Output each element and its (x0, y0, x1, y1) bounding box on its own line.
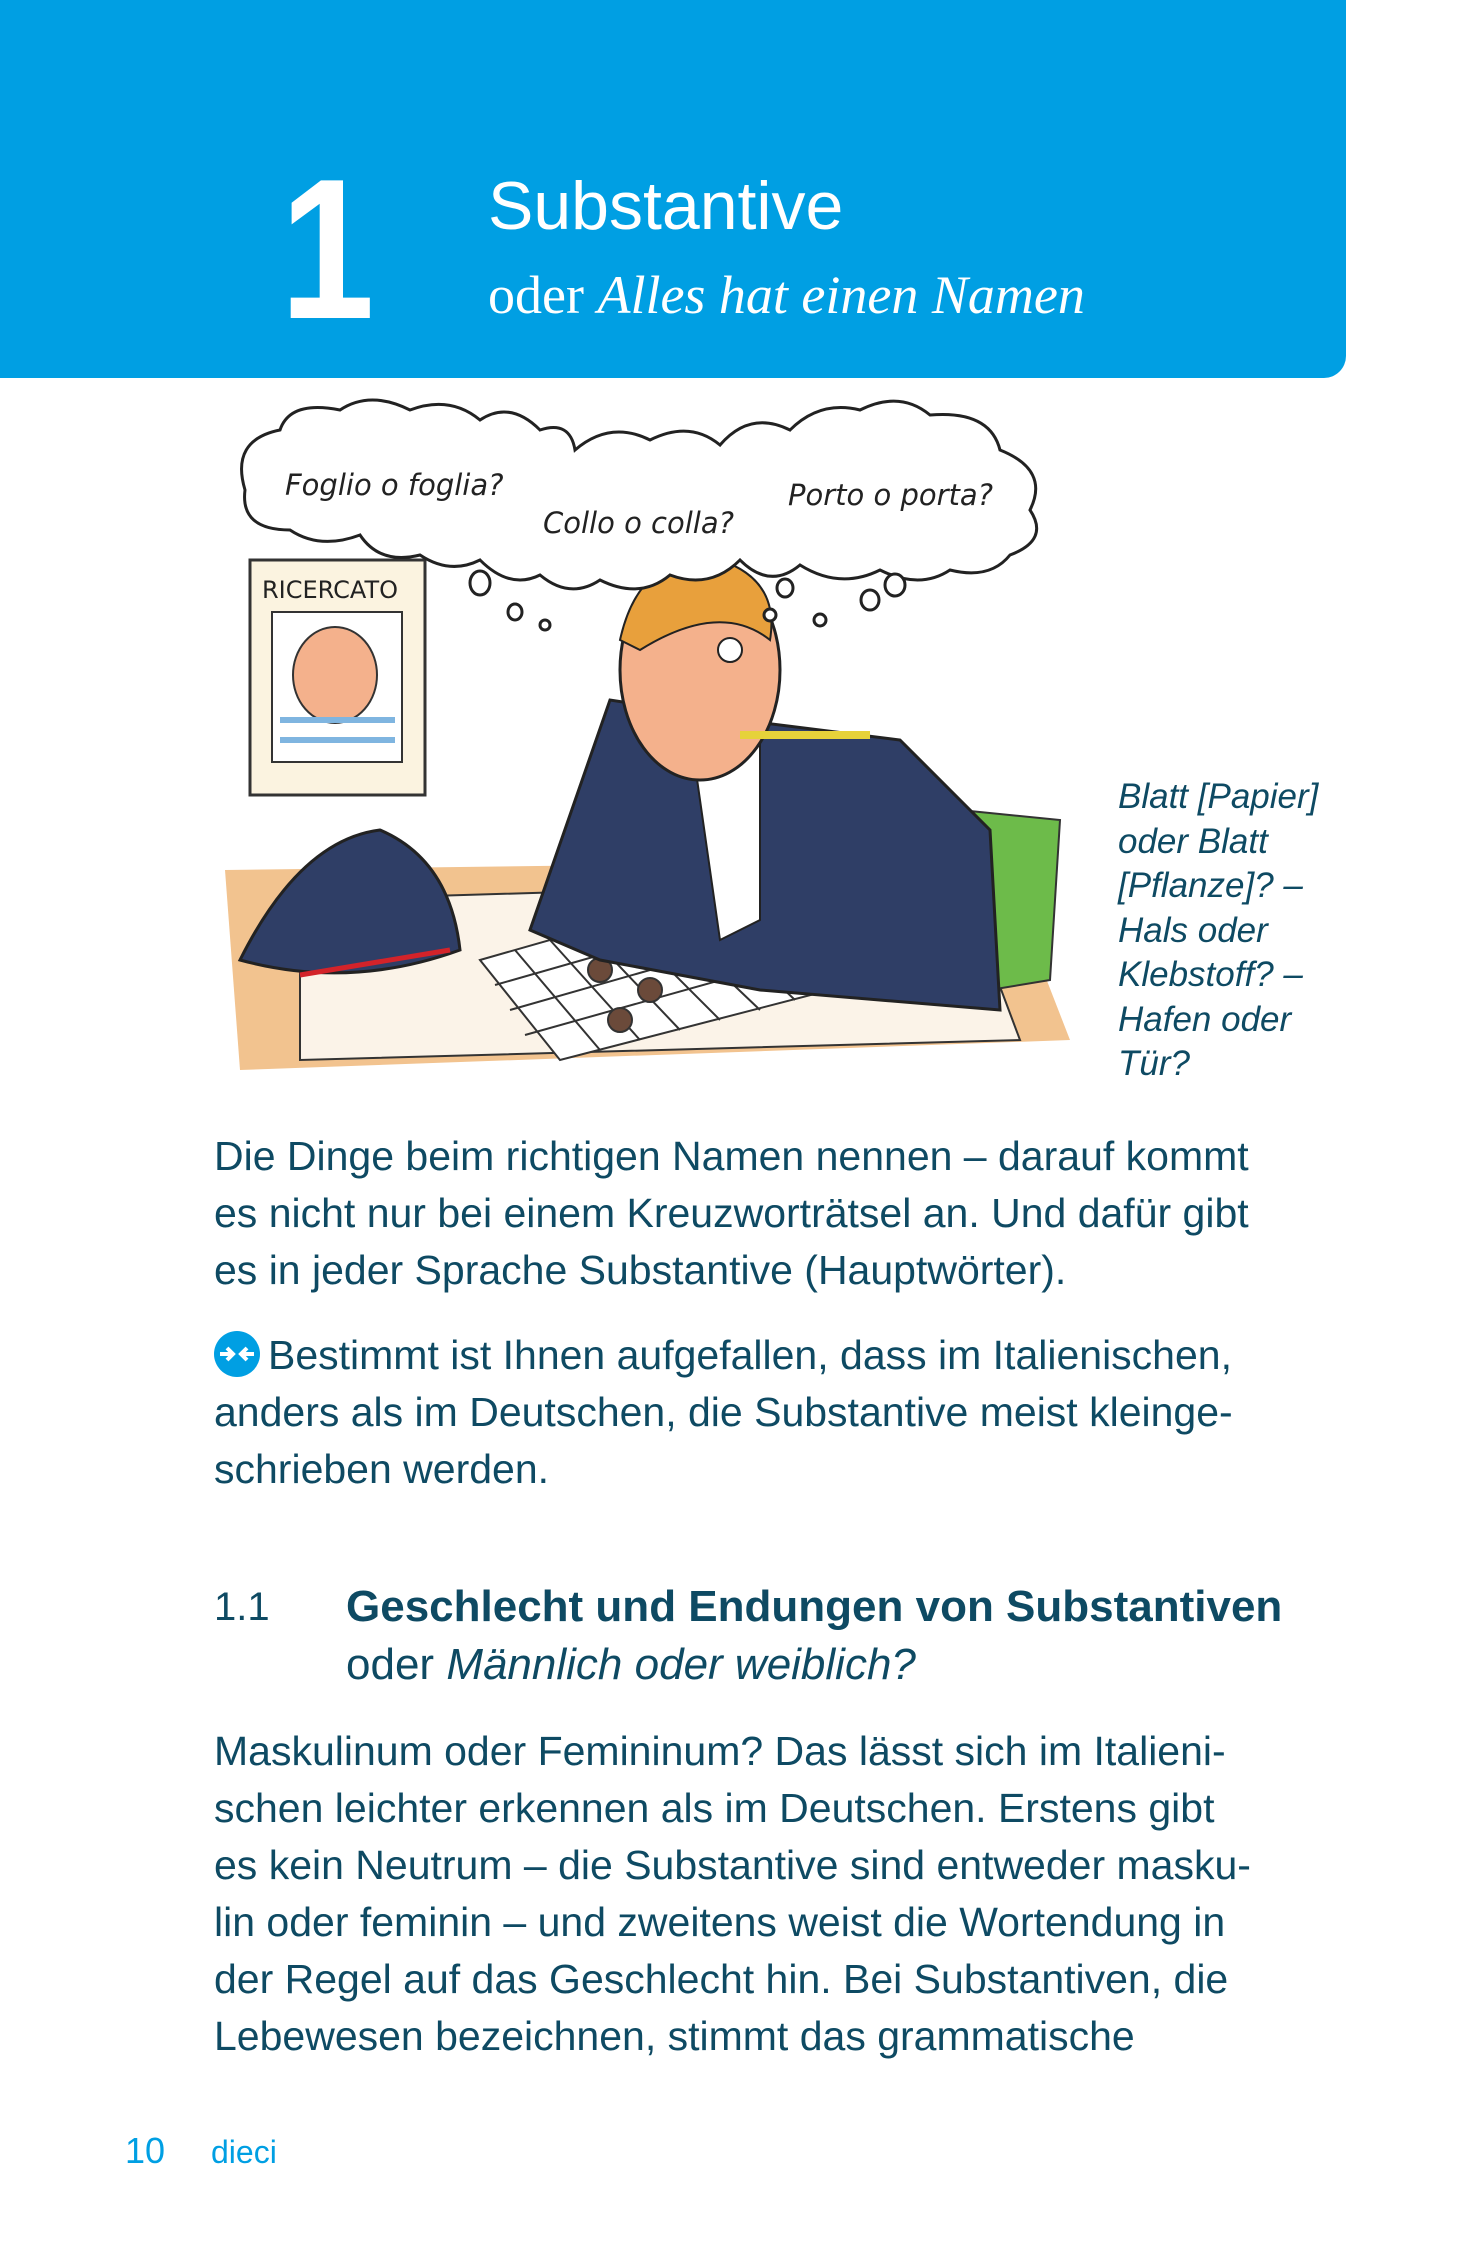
cartoon-illustration (0, 0, 1100, 1090)
caption-line: Klebstoff? – (1118, 955, 1303, 994)
subtitle-prefix: oder (488, 265, 584, 325)
bubble-text-2: Collo o colla? (543, 506, 734, 540)
note-paragraph (214, 1327, 1233, 1498)
caption-line: [Pflanze]? – (1118, 866, 1303, 905)
page-number: 10 (125, 2130, 166, 2171)
subtitle-italic: Alles hat einen Namen (597, 265, 1085, 325)
illustration-caption (1118, 775, 1318, 1087)
body-paragraph (214, 1723, 1251, 2065)
caption-line: Hals oder (1118, 910, 1268, 950)
text-line: Maskulinum oder Femininum? Das lässt sich im Italieni- (214, 1728, 1226, 1774)
text-line: es nicht nur bei einem Kreuzworträtsel an. Und dafür gibt (214, 1190, 1249, 1236)
intro-paragraph (214, 1128, 1249, 1299)
text-line: schrieben werden. (214, 1446, 550, 1492)
page-number-word: dieci (211, 2134, 277, 2170)
bubble-text-1: Foglio o foglia? (285, 468, 504, 502)
text-line: der Regel auf das Geschlecht hin. Bei Substantiven, die (214, 1956, 1229, 2002)
section-subtitle-italic: Männlich oder weiblich? (446, 1640, 916, 1689)
text-line: Bestimmt ist Ihnen aufgefallen, dass im Italienischen, (268, 1332, 1232, 1378)
caption-line: Tür? (1118, 1044, 1190, 1083)
section-number: 1.1 (214, 1585, 270, 1629)
section-subtitle (346, 1640, 916, 1690)
text-line: anders als im Deutschen, die Substantive meist kleinge- (214, 1389, 1233, 1435)
chapter-number: 1 (280, 138, 370, 361)
text-line: es kein Neutrum – die Substantive sind entweder masku- (214, 1842, 1251, 1888)
caption-line: Blatt [Papier] (1118, 777, 1319, 816)
text-line: schen leichter erkennen als im Deutschen. Erstens gibt (214, 1785, 1215, 1831)
text-line: lin oder feminin – und zweitens weist die Wortendung in (214, 1899, 1226, 1945)
section-subtitle-prefix: oder (346, 1640, 435, 1689)
caption-line: oder Blatt (1118, 821, 1268, 861)
poster-label: RICERCATO (262, 576, 399, 604)
man-eye (718, 638, 742, 662)
wanted-poster (250, 560, 425, 795)
text-line: Die Dinge beim richtigen Namen nennen – darauf kommt (214, 1133, 1249, 1179)
chapter-title: Substantive (488, 168, 844, 244)
caption-line: Hafen oder (1118, 999, 1292, 1039)
compare-arrows-icon (214, 1331, 260, 1377)
bubble-text-3: Porto o porta? (788, 478, 994, 512)
section-title: Geschlecht und Endungen von Substantiven (346, 1582, 1283, 1631)
text-line: es in jeder Sprache Substantive (Hauptwörter). (214, 1247, 1067, 1293)
text-line: Lebewesen bezeichnen, stimmt das grammatische (214, 2013, 1135, 2059)
